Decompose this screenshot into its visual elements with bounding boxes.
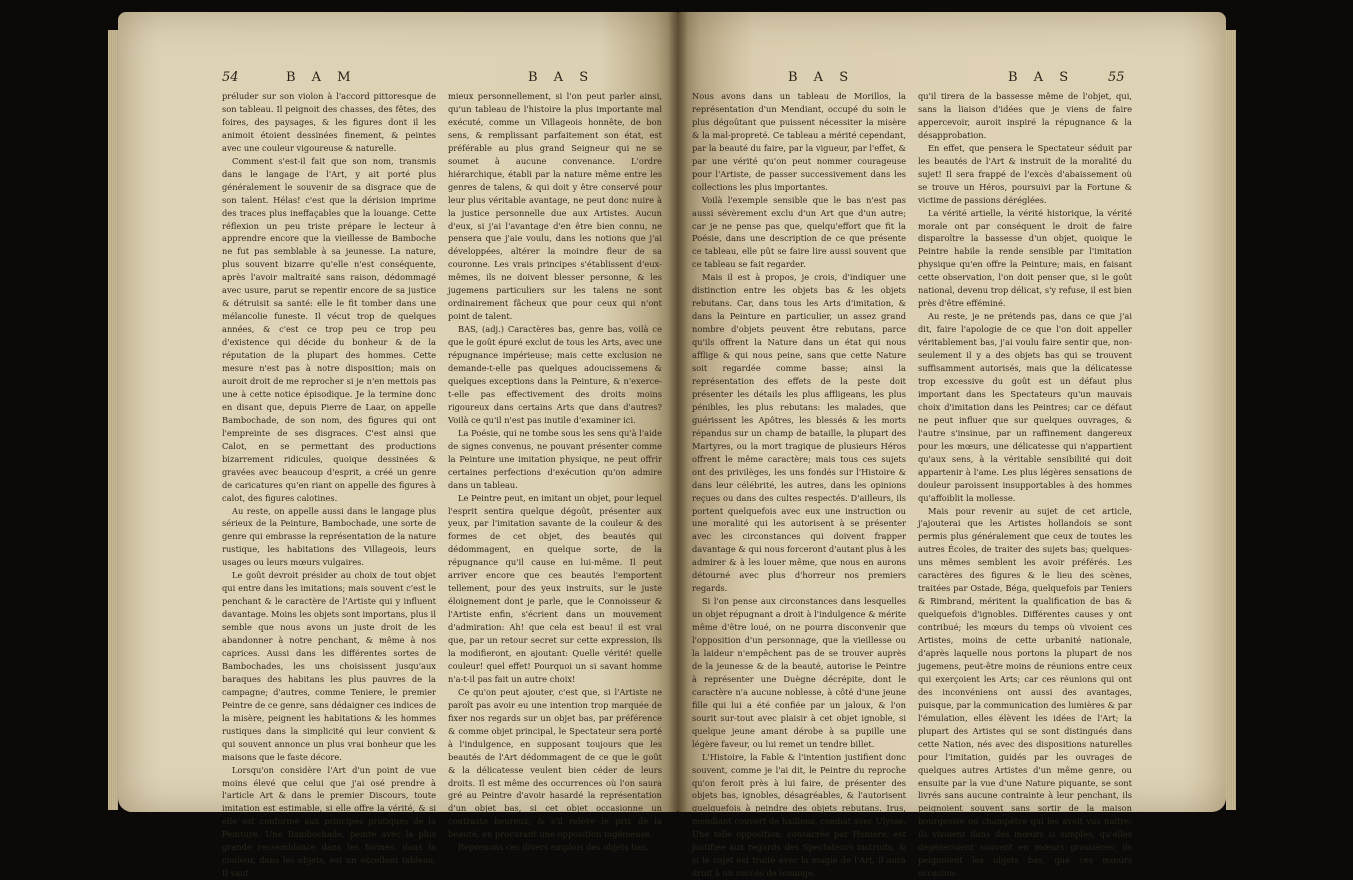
running-head-right: B A S [1008,70,1074,85]
paragraph: Reprenons ces divers emplois des objets bas. [448,841,662,854]
left-page-edges [108,30,118,810]
right-page-edges [1226,30,1236,810]
paragraph: Au reste, je ne prétends pas, dans ce que j'ai dit, faire l'apologie de ce que l'on doit appeller véritablement bas, j'ai voulu faire sentir que, non-seulement il y a des objets bas qui se trouvent suffisamment autorisés, mais que la délicatesse trop excessive du goût est un défaut plus important dans les Spectateurs qu'un mauvais choix d'imitation dans les Peintres; car ce défaut ne peut influer que sur quelques ouvrages, & l'autre s'insinue, par un raffinement dangereux pour les mœurs, une délicatesse qui n'appartient qu'aux sens, à la véritable sensibilité qui doit appartenir à l'ame. Les plus légères sensations de douleur paroissent insupportables à des hommes qu'affoiblit la mollesse. [918,310,1132,504]
book-gutter [668,12,688,812]
page-number: 54 [222,70,239,85]
paragraph: Au reste, on appelle aussi dans le langage plus sérieux de la Peinture, Bambochade, une sorte de genre qui embrasse la représentation de la nature rustique, les habitations des Villageois, leurs usages ou leurs mœurs vulgaires. [222,505,436,570]
paragraph: Ce qu'on peut ajouter, c'est que, si l'Artiste ne paroît pas avoir eu une intention trop marquée de fixer nos regards sur un objet bas, par préférence & comme objet principal, le Spectateur sera porté à l'indulgence, en supposant toujours que les beautés de l'Art dédommagent de ce que le goût & la délicatesse veulent bien céder de leurs droits. Il est même des occurrences où l'on saura gré au Peintre d'avoir hasardé la représentation d'un objet bas, si cet objet occasionne un contraste heureux, & s'il relève le prix de la beauté, en procurant une opposition ingénieuse. [448,686,662,841]
right-page [678,12,1226,812]
paragraph: La Poésie, qui ne tombe sous les sens qu'à l'aide de signes convenus, ne pouvant présenter comme la Peinture une imitation physique, ne peut offrir certaines perfections d'exécution qu'on admire dans un tableau. [448,427,662,492]
paragraph: Le goût devroit présider au choix de tout objet qui entre dans les imitations; mais souvent c'est le penchant & le caractère de l'Artiste qui y influent davantage. Moins les objets sont importans, plus il semble que nous avons un juste droit de les abandonner à notre penchant, & même à nos caprices. Aussi dans les différentes sortes de Bambochades, les uns choisissent jusqu'aux baraques des habitans les plus pauvres de la campagne; d'autres, comme Teniere, le premier Peintre de ce genre, sans dédaigner ces indices de la misère, peignent les habitations & les hommes rustiques dans la simplicité qui leur convient & qui souvent annonce un plus vrai bonheur que les maisons que le faste décore. [222,569,436,763]
left-page-column-2 [448,90,662,802]
paragraph: La vérité artielle, la vérité historique, la vérité morale ont par conséquent le droit de faire disparoître la bassesse d'un objet, quoique le Peintre habile la rende sensible par l'imitation physique qu'en offre la Peinture; mais, en faisant cette observation, l'on doit penser que, si le goût national, devenu trop délicat, s'y refuse, il est bien près d'être efféminé. [918,207,1132,311]
paragraph: L'Histoire, la Fable & l'intention justifient donc souvent, comme je l'ai dit, le Peintre du reproche qu'on feroit près à lui faire, de présenter des objets bas, ignobles, désagréables, & l'autorisent quelquefois à peindre des objets rebutans. Irus, mendiant couvert de haillons, combat avec Ulysse. Une telle opposition, consacrée par Homère, est justifiée aux regards des Spectateurs instruits, & si le sujet est traité avec la magie de l'Art, il aura droit à un succès de louange, [692,751,906,880]
page-number: 55 [1108,70,1125,85]
running-head-left: B A S [788,70,854,85]
left-page-header [222,70,239,85]
paragraph: En effet, que pensera le Spectateur séduit par les beautés de l'Art & instruit de la moralité du sujet! Il sera frappé de l'excès d'abaissement où se trouve un Héros, poursuivi par la Fortune & victime de passions déréglées. [918,142,1132,207]
right-page-header [1108,70,1125,85]
left-page [118,12,678,812]
running-head-left: B A M [286,70,357,85]
right-page-column-1 [692,90,906,802]
left-page-column-1 [222,90,436,802]
paragraph: Mais pour revenir au sujet de cet article, j'ajouterai que les Artistes hollandois se sont permis plus généralement que ceux de toutes les autres Écoles, de traiter des sujets bas; quelques-uns mêmes semblent les avoir préférés. Les caractères des figures & le lieu des scènes, traitées par Ostade, Béga, quelquefois par Teniers & Rimbrand, méritent la qualification de bas & quelquefois d'ignobles. Différentes causes y ont contribué; les mœurs du temps où vivoient ces Artistes, moins de cette urbanité nationale, d'après laquelle nous portons la plupart de nos jugemens, peut-être moins de réunions entre ceux qui exerçoient les Arts; car ces réunions qui ont des inconvéniens ont aussi des avantages, puisque, par la communication des lumières & par l'émulation, elles élèvent les idées de l'Art; la plupart des Artistes qui se sont distingués dans cette Nation, nés avec des dispositions naturelles pour l'imitation, guidés par les ouvrages de quelques autres Artistes d'un même genre, ou ensuite par la vue d'une Nature piquante, se sont livrés sans aucune contrainte à leur penchant, ils peignoient souvent sans sortir de la maison bourgeoise ou champêtre qui les avoit vus naître: ils vivoient dans des mœurs si simples, qu'elles dégénéroient souvent en mœurs grossières; ils peignoient les objets bas, que ces mœurs occasion- [918,505,1132,880]
paragraph: Nous avons dans un tableau de Morillos, la représentation d'un Mendiant, occupé du soin le plus dégoûtant que puissent nécessiter la misère & la mal-propreté. Ce tableau a mérité cependant, par la beauté du faire, par la vigueur, par l'effet, & par une vérité qu'on peut nommer courageuse pour l'Artiste, de passer successivement dans les collections les plus importantes. [692,90,906,194]
right-page-column-2 [918,90,1132,802]
paragraph: préluder sur son violon à l'accord pittoresque de son tableau. Il peignoit des chasses, des fêtes, des foires, des paysages, & les figures dont il les animoit étoient dessinées finement, & peintes avec une couleur vigoureuse & naturelle. [222,90,436,155]
paragraph: Le Peintre peut, en imitant un objet, pour lequel l'esprit sentira quelque dégoût, présenter aux yeux, par l'imitation savante de la couleur & des formes de cet objet, des beautés qui dédommagent, en quelque sorte, de la répugnance qu'il cause en lui-même. Il peut arriver encore que ces beautés l'emportent tellement, pour des yeux instruits, sur le juste éloignement dont je parle, que le Connoisseur & l'Artiste enfin, s'écrient dans un mouvement d'admiration: Ah! que cela est beau! il est vrai que, par un retour secret sur cette expression, ils la modifieront, en ajoutant: Quelle vérité! quelle couleur! quel effet! Pourquoi un si savant homme n'a-t-il pas fait un autre choix! [448,492,662,686]
paragraph: qu'il tirera de la bassesse même de l'objet, qui, sans la liaison d'idées que je viens de faire appercevoir, auroit inspiré la répugnance & la désapprobation. [918,90,1132,142]
paragraph: Comment s'est-il fait que son nom, transmis dans le langage de l'Art, y ait porté plus généralement le souvenir de sa disgrace que de son talent. Hélas! c'est que la dérision imprime des traces plus ineffaçables que la louange. Cette réflexion un peu triste prépare le lecteur à apprendre encore que la vieillesse de Bamboche ne fut pas semblable à sa jeunesse. La nature, plus souvent bizarre qu'elle n'est conséquente, après l'avoir maltraité sans raison, dédommagé avec usure, parut se repentir encore de sa justice & détruisit sa santé: elle le fit tomber dans une mélancolie funeste. Il vécut trop de quelques années, & c'est ce trop peu ce trop peu d'existence qui décide du bonheur & de la réputation de la plupart des hommes. Cette mesure n'est pas à notre disposition; mais on auroit droit de me reprocher si je n'en mettois pas une à cette notice épisodique. Je la termine donc en disant que, depuis Pierre de Laar, on appelle Bambochade, de son nom, des figures qui ont l'empreinte de ses disgraces. C'est ainsi que Calot, en se permettant des productions bizarrement ridicules, quoique dessinées & gravées avec beaucoup d'esprit, a créé un genre de caricatures qu'en riant on appelle des figures à calot, des figures calotines. [222,155,436,505]
paragraph: Voilà l'exemple sensible que le bas n'est pas aussi sévèrement exclu d'un Art que d'un autre; car je ne pense pas que, quelqu'effort que fit la Poésie, dans une description de ce que présente ce tableau, elle pût se faire lire aussi souvent que ce tableau se fait regarder. [692,194,906,272]
running-head-right: B A S [528,70,594,85]
paragraph: mieux personnellement, si l'on peut parler ainsi, qu'un tableau de l'histoire la plus importante mal exécuté, comme un Villageois honnête, de bon sens, & remplissant parfaitement son état, est préférable au plus grand Seigneur qui ne se soumet à aucune convenance. L'ordre hiérarchique, établi par la nature même entre les genres de talens, & qui doit y être conservé pour leur plus véritable avantage, ne peut donc nuire à la justice personnelle due aux Artistes. Aucun d'eux, si j'ai l'avantage d'en être bien connu, ne pensera que j'aie voulu, dans les notions que j'ai développées, altérer la moindre fleur de sa couronne. Les vrais principes s'établissent d'eux-mêmes, ils ne doivent blesser personne, & les jugemens particuliers sur les talens ne sont ordinairement fâcheux que pour ceux qui n'ont point de talent. [448,90,662,323]
paragraph: Si l'on pense aux circonstances dans lesquelles un objet répugnant a droit à l'indulgence & mérite même d'être loué, on ne pourra disconvenir que l'opposition d'un personnage, que la vieillesse ou la laideur n'empêchent pas de se trouver auprès de la jeunesse & de la beauté, autorise le Peintre à représenter une Duègne décrépite, dont le caractère n'a aucune noblesse, à côté d'une jeune fille qui lui a été confiée par un jaloux, & l'on sourit sur-tout avec plaisir à cet objet ignoble, si quelque jeune amant dérobe à sa pupille une légère faveur, ou lui remet un tendre billet. [692,595,906,750]
paragraph: Mais il est à propos, je crois, d'indiquer une distinction entre les objets bas & les objets rebutans. Car, dans tous les Arts d'imitation, & dans la Peinture en particulier, un assez grand nombre d'objets peuvent être rebutans, parce qu'ils offrent la Nature dans un état qui nous afflige & qui nous peine, sans que cette Nature soit regardée comme basse; ainsi la représentation des effets de la peste doit présenter les détails les plus affligeans, les plus pénibles, les plus rebutans: les malades, que guérissent les Apôtres, les blessés & les morts répandus sur un champ de bataille, la plupart des Martyres, ou la mort tragique de plusieurs Héros offrent le même caractère; mais tous ces sujets ont des privilèges, les uns fondés sur l'Histoire & dans leur célébrité, les autres, dans les opinions reçues ou dans des cultes respectés. D'ailleurs, ils portent quelquefois avec eux une instruction ou une moralité qui les autorisent à se présenter avec les circonstances qui doivent frapper davantage & qui nous forceront d'autant plus à les admirer & à les louer même, que nous en aurons détourné avec plus d'horreur nos premiers regards. [692,271,906,595]
paragraph: Lorsqu'on considère l'Art d'un point de vue moins élevé que celui que j'ai osé prendre à l'article Art & dans le premier Discours, toute imitation est estimable, si elle offre la vérité, & si elle est conforme aux principes pratiques de la Peinture. Une Bambochade, peinte avec la plus grande ressemblance dans les formes, dans la couleur, dans les objets, est un excellent tableau. Il vaut [222,764,436,880]
paragraph: BAS, (adj.) Caractères bas, genre bas, voilà ce que le goût épuré exclut de tous les Arts, avec une répugnance impérieuse; mais cette exclusion ne demande-t-elle pas quelques adoucissemens & quelques exceptions dans la Peinture, & n'exerce-t-elle pas effectivement des droits moins rigoureux dans certains Arts que dans d'autres? Voilà ce qu'il n'est pas inutile d'examiner ici. [448,323,662,427]
